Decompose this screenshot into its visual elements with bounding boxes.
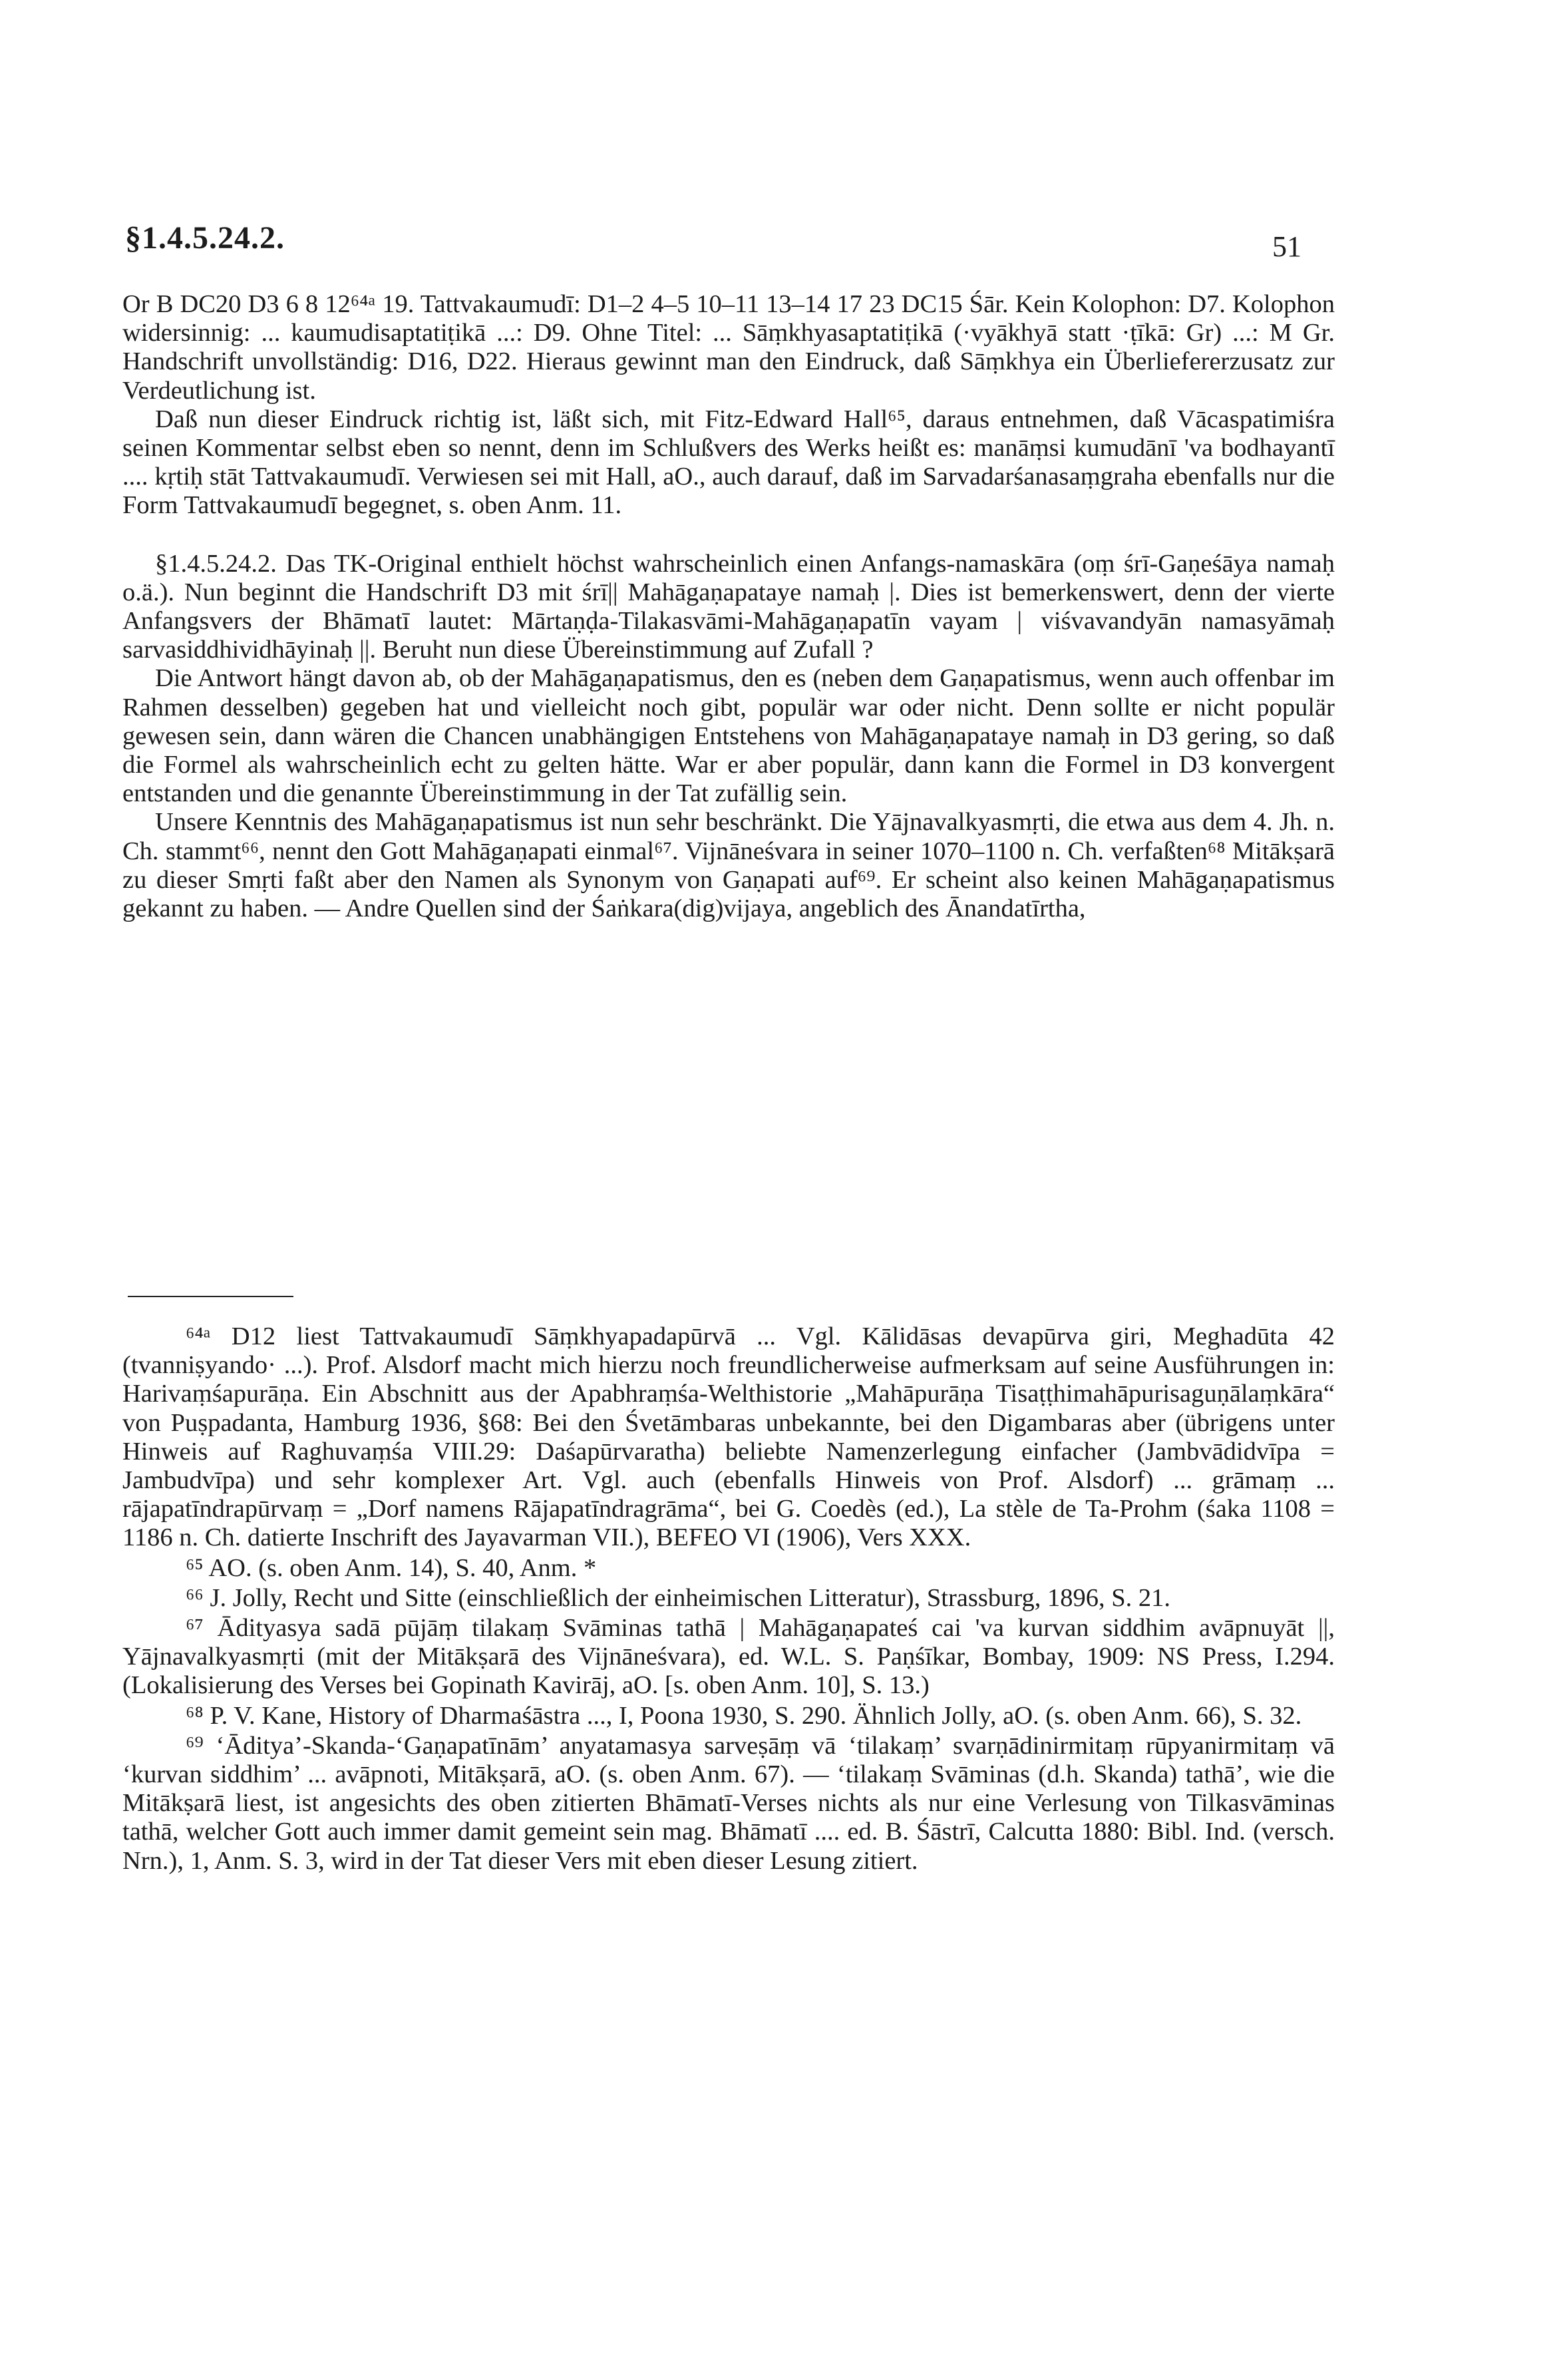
footnote-69: ⁶⁹ ‘Āditya’-Skanda-‘Gaṇapatīnām’ anyatamasya sarveṣāṃ vā ‘tilakaṃ’ svarṇādinirmitaṃ rūpyanirmitaṃ vā ‘kurvan siddhim’ ... avāpnoti, Mitākṣarā, aO. (s. oben Anm. 67). — ‘tilakaṃ Svāminas (d.h. Skanda) tathā’, wie die Mitākṣarā liest, ist angesichts des oben zitierten Bhāmatī-Verses nichts als nur eine Verlesung von Tilkasvāminas tathā, welcher Gott auch immer damit gemeint sein mag. Bhāmatī .... ed. B. Śāstrī, Calcutta 1880: Bibl. Ind. (versch. Nrn.), 1, Anm. S. 3, wird in der Tat dieser Vers mit eben dieser Lesung zitiert. [122,1731,1335,1875]
footnote-separator [128,1296,293,1297]
paragraph-section-opening: §1.4.5.24.2. Das TK-Original enthielt höchst wahrscheinlich einen Anfangs-namaskāra (oṃ śrī-Gaṇeśāya namaḥ o.ä.). Nun beginnt die Handschrift D3 mit śrī|| Mahāgaṇapataye namaḥ |. Dies ist bemerkenswert, denn der vierte Anfangsvers der Bhāmatī lautet: Mārtaṇḍa-Tilakasvāmi-Mahāgaṇapatīn vayam | viśvavandyān namasyāmaḥ sarvasiddhividhāyinaḥ ||. Beruht nun diese Übereinstimmung auf Zufall ? [122,549,1335,664]
paragraph-mahaganapatism: Unsere Kenntnis des Mahāgaṇapatismus ist nun sehr beschränkt. Die Yājnavalkyasmṛti, die etwa aus dem 4. Jh. n. Ch. stammt⁶⁶, nennt den Gott Mahāgaṇapati einmal⁶⁷. Vijnāneśvara in seiner 1070–1100 n. Ch. verfaßten⁶⁸ Mitākṣarā zu dieser Smṛti faßt aber den Namen als Synonym von Gaṇapati auf⁶⁹. Er scheint also keinen Mahāgaṇapatismus gekannt zu haben. — Andre Quellen sind der Śaṅkara(dig)vijaya, angeblich des Ānandatīrtha, [122,808,1335,923]
page-number: 51 [1272,230,1301,263]
main-text [122,290,1335,923]
paragraph-popularity-question: Die Antwort hängt davon ab, ob der Mahāgaṇapatismus, den es (neben dem Gaṇapatismus, wenn auch offenbar im Rahmen desselben) gegeben hat und vielleicht noch gibt, populär war oder nicht. Denn sollte er nicht populär gewesen sein, dann wären die Chancen unabhängigen Entstehens von Mahāgaṇapataye namaḥ in D3 gering, so daß die Formel als wahrscheinlich echt zu gelten hätte. War er aber populär, dann kann die Formel in D3 konvergent entstanden und die genannte Übereinstimmung in der Tat zufällig sein. [122,664,1335,808]
section-heading: §1.4.5.24.2. [125,220,285,256]
paragraph-gap [122,520,1335,550]
footnote-66: ⁶⁶ J. Jolly, Recht und Sitte (einschließlich der einheimischen Litteratur), Strassburg, 1896, S. 21. [186,1583,1170,1612]
footnote-65: ⁶⁵ AO. (s. oben Anm. 14), S. 40, Anm. * [186,1553,597,1582]
footnote-68: ⁶⁸ P. V. Kane, History of Dharmaśāstra ..., I, Poona 1930, S. 290. Ähnlich Jolly, aO. (s. oben Anm. 66), S. 32. [186,1701,1302,1730]
footnotes [122,1322,1335,1876]
footnote-67: ⁶⁷ Ādityasya sadā pūjāṃ tilakaṃ Svāminas tathā | Mahāgaṇapateś cai 'va kurvan siddhim avāpnuyāt ||, Yājnavalkyasmṛti (mit der Mitākṣarā des Vijnāneśvara), ed. W.L. S. Paṇśīkar, Bombay, 1909: NS Press, I.294. (Lokalisierung des Verses bei Gopinath Kavirāj, aO. [s. oben Anm. 10], S. 13.) [122,1614,1335,1700]
paragraph-manuscript-list: Or B DC20 D3 6 8 12⁶⁴ᵃ 19. Tattvakaumudī: D1–2 4–5 10–11 13–14 17 23 DC15 Śār. Kein Kolophon: D7. Kolophon widersinnig: ... kaumudisaptatiṭikā ...: D9. Ohne Titel: ... Sāṃkhyasaptatiṭikā (·vyākhyā statt ·ṭīkā: Gr) ...: M Gr. Handschrift unvollständig: D16, D22. Hieraus gewinnt man den Eindruck, daß Sāṃkhya ein Überliefererzusatz zur Verdeutlichung ist. [122,290,1335,405]
footnote-64a: ⁶⁴ᵃ D12 liest Tattvakaumudī Sāṃkhyapadapūrvā ... Vgl. Kālidāsas devapūrva giri, Meghadūta 42 (tvanniṣyando· ...). Prof. Alsdorf macht mich hierzu noch freundlicherweise aufmerksam auf seine Ausführungen in: Harivaṃśapurāṇa. Ein Abschnitt aus der Apabhraṃśa-Welthistorie „Mahāpurāṇa Tisaṭṭhimahāpurisaguṇālaṃkāra“ von Puṣpadanta, Hamburg 1936, §68: Bei den Śvetāmbaras unbekannte, bei den Digambaras aber (übrigens unter Hinweis auf Raghuvaṃśa VIII.29: Daśapūrvaratha) beliebte Namenzerlegung einfacher (Jambvādidvīpa = Jambudvīpa) und sehr komplexer Art. Vgl. auch (ebenfalls Hinweis von Prof. Alsdorf) ... grāmaṃ ... rājapatīndrapūrvaṃ = „Dorf namens Rājapatīndragrāma“, bei G. Coedès (ed.), La stèle de Ta-Prohm (śaka 1108 = 1186 n. Ch. datierte Inschrift des Jayavarman VII.), BEFEO VI (1906), Vers XXX. [122,1322,1335,1552]
paragraph-hall-evidence: Daß nun dieser Eindruck richtig ist, läßt sich, mit Fitz-Edward Hall⁶⁵, daraus entnehmen, daß Vācaspatimiśra seinen Kommentar selbst eben so nennt, denn im Schlußvers des Werks heißt es: manāṃsi kumudānī 'va bodhayantī .... kṛtiḥ stāt Tattvakaumudī. Verwiesen sei mit Hall, aO., auch darauf, daß im Sarvadarśanasaṃgraha ebenfalls nur die Form Tattvakaumudī begegnet, s. oben Anm. 11. [122,405,1335,520]
